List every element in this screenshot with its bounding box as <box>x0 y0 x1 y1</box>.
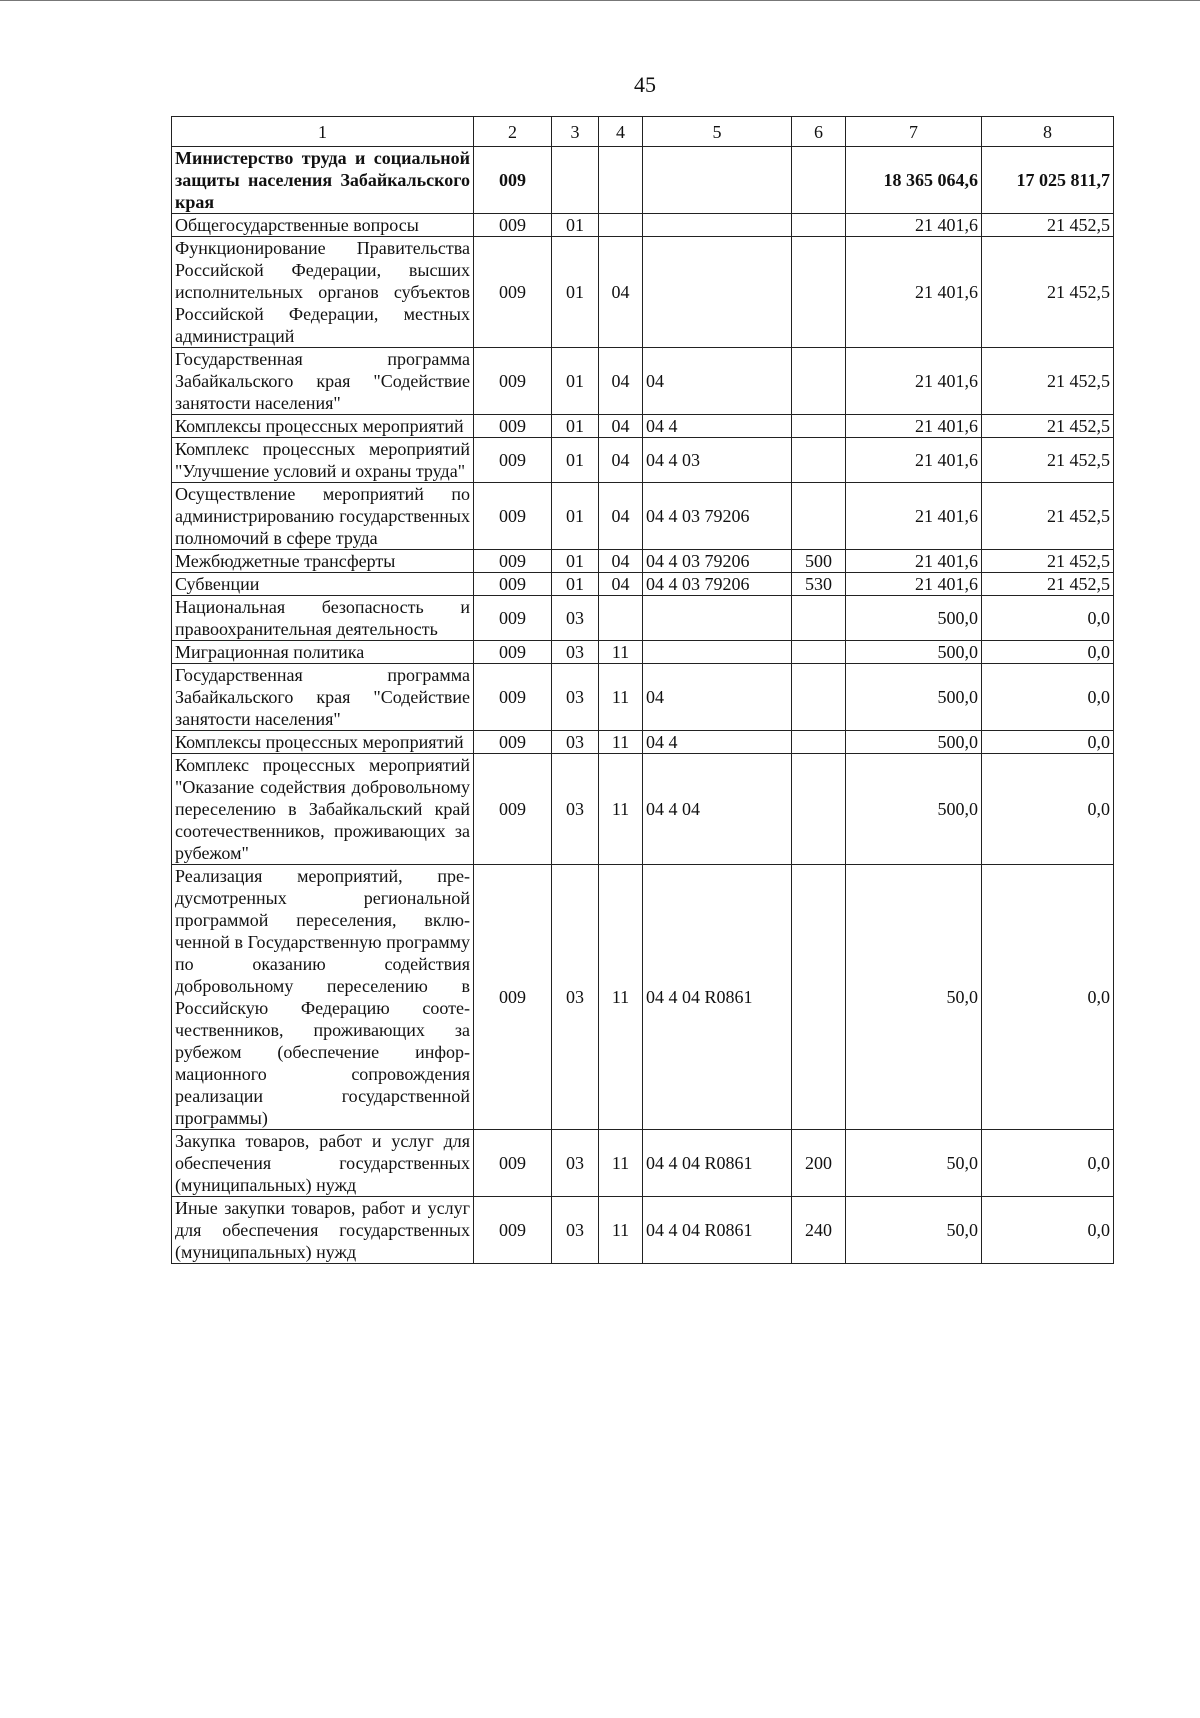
subsection-code: 04 <box>599 438 643 483</box>
table-row <box>172 664 1114 731</box>
amount-year-2: 21 452,5 <box>982 573 1114 596</box>
ministry-code: 009 <box>474 573 552 596</box>
ministry-code: 009 <box>474 731 552 754</box>
section-code: 03 <box>552 1130 599 1197</box>
column-header: 4 <box>599 117 643 147</box>
amount-year-2: 21 452,5 <box>982 483 1114 550</box>
ministry-code: 009 <box>474 348 552 415</box>
expense-type-code <box>792 483 846 550</box>
ministry-code: 009 <box>474 664 552 731</box>
expense-type-code <box>792 415 846 438</box>
subsection-code: 11 <box>599 1130 643 1197</box>
expense-type-code <box>792 664 846 731</box>
amount-year-1: 18 365 064,6 <box>846 147 982 214</box>
ministry-code: 009 <box>474 865 552 1130</box>
budget-table <box>171 116 1114 1264</box>
target-article-code: 04 4 03 <box>643 438 792 483</box>
expense-type-code <box>792 641 846 664</box>
amount-year-1: 50,0 <box>846 1197 982 1264</box>
ministry-code: 009 <box>474 641 552 664</box>
expense-type-code <box>792 731 846 754</box>
section-code <box>552 147 599 214</box>
amount-year-2: 21 452,5 <box>982 214 1114 237</box>
expense-type-code <box>792 147 846 214</box>
table-row <box>172 596 1114 641</box>
subsection-code: 04 <box>599 415 643 438</box>
target-article-code <box>643 214 792 237</box>
item-name: Министерство труда и социальной защиты населения Забайкальского края <box>172 147 474 214</box>
amount-year-1: 21 401,6 <box>846 214 982 237</box>
expense-type-code <box>792 237 846 348</box>
target-article-code <box>643 596 792 641</box>
amount-year-1: 21 401,6 <box>846 550 982 573</box>
target-article-code: 04 4 04 <box>643 754 792 865</box>
section-code: 03 <box>552 596 599 641</box>
subsection-code: 11 <box>599 1197 643 1264</box>
amount-year-1: 21 401,6 <box>846 483 982 550</box>
ministry-code: 009 <box>474 147 552 214</box>
expense-type-code: 240 <box>792 1197 846 1264</box>
ministry-code: 009 <box>474 237 552 348</box>
ministry-code: 009 <box>474 438 552 483</box>
target-article-code: 04 <box>643 348 792 415</box>
subsection-code: 04 <box>599 573 643 596</box>
amount-year-2: 21 452,5 <box>982 438 1114 483</box>
target-article-code: 04 4 <box>643 731 792 754</box>
item-name: Государственная программа Забайкальского края "Содействие занятости населения" <box>172 348 474 415</box>
amount-year-1: 500,0 <box>846 641 982 664</box>
subsection-code <box>599 596 643 641</box>
page-number: 45 <box>634 72 656 97</box>
target-article-code: 04 <box>643 664 792 731</box>
item-name: Национальная безопасность и правоохранительная деятельность <box>172 596 474 641</box>
ministry-code: 009 <box>474 754 552 865</box>
subsection-code <box>599 147 643 214</box>
amount-year-2: 0,0 <box>982 754 1114 865</box>
table-row <box>172 641 1114 664</box>
amount-year-1: 21 401,6 <box>846 438 982 483</box>
item-name: Комплекс процессных мероприятий "Улучшение условий и охраны труда" <box>172 438 474 483</box>
amount-year-2: 21 452,5 <box>982 550 1114 573</box>
subsection-code: 04 <box>599 237 643 348</box>
column-header: 2 <box>474 117 552 147</box>
expense-type-code: 200 <box>792 1130 846 1197</box>
amount-year-2: 0,0 <box>982 664 1114 731</box>
column-header: 5 <box>643 117 792 147</box>
target-article-code: 04 4 04 R0861 <box>643 865 792 1130</box>
item-name: Межбюджетные трансферты <box>172 550 474 573</box>
item-name: Общегосударственные вопросы <box>172 214 474 237</box>
section-code: 03 <box>552 731 599 754</box>
amount-year-1: 500,0 <box>846 754 982 865</box>
table-row <box>172 214 1114 237</box>
target-article-code: 04 4 <box>643 415 792 438</box>
item-name: Осуществление мероприятий по администрированию государственных полномочий в сфере труда <box>172 483 474 550</box>
amount-year-1: 21 401,6 <box>846 573 982 596</box>
amount-year-1: 500,0 <box>846 664 982 731</box>
table-row <box>172 438 1114 483</box>
item-name: Функционирование Правительства Российской Федерации, высших исполнительных органов субъектов Российской Федерации, местных администраций <box>172 237 474 348</box>
section-code: 03 <box>552 865 599 1130</box>
table-row <box>172 865 1114 1130</box>
ministry-code: 009 <box>474 483 552 550</box>
expense-type-code <box>792 865 846 1130</box>
ministry-code: 009 <box>474 1197 552 1264</box>
amount-year-2: 0,0 <box>982 731 1114 754</box>
table-row <box>172 550 1114 573</box>
item-name: Субвенции <box>172 573 474 596</box>
table-row <box>172 348 1114 415</box>
item-name: Иные закупки товаров, работ и услуг для обеспечения государственных (муниципальных) нужд <box>172 1197 474 1264</box>
table-row <box>172 731 1114 754</box>
table-row <box>172 147 1114 214</box>
subsection-code: 11 <box>599 664 643 731</box>
item-name: Комплексы процессных мероприятий <box>172 731 474 754</box>
target-article-code: 04 4 04 R0861 <box>643 1130 792 1197</box>
subsection-code: 11 <box>599 754 643 865</box>
amount-year-2: 0,0 <box>982 1130 1114 1197</box>
column-header: 7 <box>846 117 982 147</box>
amount-year-2: 21 452,5 <box>982 237 1114 348</box>
section-code: 01 <box>552 214 599 237</box>
target-article-code <box>643 147 792 214</box>
table-row <box>172 1197 1114 1264</box>
header-row <box>172 117 1114 147</box>
amount-year-2: 0,0 <box>982 596 1114 641</box>
column-header: 1 <box>172 117 474 147</box>
subsection-code: 04 <box>599 483 643 550</box>
item-name: Комплекс процессных мероприятий "Оказание содействия добровольному переселению в Забайкальский край соотечественников, проживающих за рубежом" <box>172 754 474 865</box>
section-code: 01 <box>552 438 599 483</box>
subsection-code: 11 <box>599 641 643 664</box>
amount-year-2: 17 025 811,7 <box>982 147 1114 214</box>
amount-year-1: 21 401,6 <box>846 348 982 415</box>
ministry-code: 009 <box>474 415 552 438</box>
target-article-code: 04 4 03 79206 <box>643 573 792 596</box>
amount-year-1: 500,0 <box>846 731 982 754</box>
section-code: 01 <box>552 348 599 415</box>
target-article-code: 04 4 04 R0861 <box>643 1197 792 1264</box>
item-name: Комплексы процессных мероприятий <box>172 415 474 438</box>
section-code: 03 <box>552 1197 599 1264</box>
target-article-code: 04 4 03 79206 <box>643 483 792 550</box>
subsection-code: 11 <box>599 865 643 1130</box>
section-code: 01 <box>552 550 599 573</box>
ministry-code: 009 <box>474 596 552 641</box>
expense-type-code <box>792 438 846 483</box>
table-row <box>172 1130 1114 1197</box>
amount-year-2: 0,0 <box>982 641 1114 664</box>
expense-type-code <box>792 348 846 415</box>
amount-year-1: 50,0 <box>846 1130 982 1197</box>
section-code: 01 <box>552 483 599 550</box>
ministry-code: 009 <box>474 1130 552 1197</box>
column-header: 8 <box>982 117 1114 147</box>
subsection-code: 04 <box>599 348 643 415</box>
table-row <box>172 237 1114 348</box>
section-code: 03 <box>552 754 599 865</box>
section-code: 03 <box>552 641 599 664</box>
table-body <box>172 147 1114 1264</box>
table-row <box>172 573 1114 596</box>
table-row <box>172 754 1114 865</box>
subsection-code <box>599 214 643 237</box>
target-article-code <box>643 237 792 348</box>
ministry-code: 009 <box>474 214 552 237</box>
expense-type-code <box>792 214 846 237</box>
ministry-code: 009 <box>474 550 552 573</box>
amount-year-2: 0,0 <box>982 1197 1114 1264</box>
amount-year-2: 0,0 <box>982 865 1114 1130</box>
target-article-code <box>643 641 792 664</box>
subsection-code: 11 <box>599 731 643 754</box>
section-code: 01 <box>552 237 599 348</box>
expense-type-code: 530 <box>792 573 846 596</box>
table-row <box>172 483 1114 550</box>
amount-year-1: 21 401,6 <box>846 237 982 348</box>
amount-year-2: 21 452,5 <box>982 415 1114 438</box>
item-name: Миграционная политика <box>172 641 474 664</box>
section-code: 01 <box>552 415 599 438</box>
amount-year-2: 21 452,5 <box>982 348 1114 415</box>
amount-year-1: 21 401,6 <box>846 415 982 438</box>
expense-type-code <box>792 754 846 865</box>
column-header: 3 <box>552 117 599 147</box>
section-code: 03 <box>552 664 599 731</box>
target-article-code: 04 4 03 79206 <box>643 550 792 573</box>
item-name: Государственная программа Забайкальского края "Содействие занятости населения" <box>172 664 474 731</box>
item-name: Закупка товаров, работ и услуг для обеспечения государственных (муниципальных) нужд <box>172 1130 474 1197</box>
table-row <box>172 415 1114 438</box>
item-name: Реализация мероприятий, предусмотренных региональной программой переселения, включенной в Государственную программу по оказанию содействия добровольному переселению в Российскую Федерацию соотечественников, проживающих за рубежом (обеспечение информационного сопровождения реализации государственной программы) <box>172 865 474 1130</box>
section-code: 01 <box>552 573 599 596</box>
top-border-line <box>0 0 1200 1</box>
amount-year-1: 50,0 <box>846 865 982 1130</box>
expense-type-code <box>792 596 846 641</box>
expense-type-code: 500 <box>792 550 846 573</box>
column-header: 6 <box>792 117 846 147</box>
subsection-code: 04 <box>599 550 643 573</box>
amount-year-1: 500,0 <box>846 596 982 641</box>
